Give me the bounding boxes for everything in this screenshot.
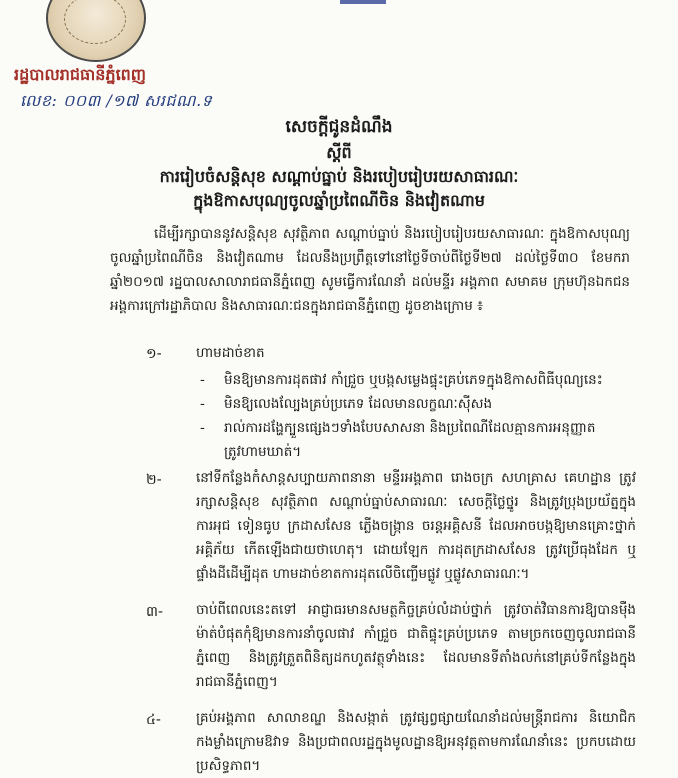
title-subject-label: ស្ដីពី [326, 143, 352, 162]
intro-paragraph: ដើម្បីរក្សាបាននូវសន្តិសុខ សុវត្ថិភាព សណ្ដាប់ធ្នាប់ និងរបៀបរៀបរយសាធារណៈ ក្នុងឱកាសបុណ្យចូលឆ្នាំប្រពៃណីចិន និងវៀតណាម ដែលនឹងប្រព្រឹត្តទៅនៅថ្ងៃទីចាប់ពីថ្ងៃទី២៧ ដល់ថ្ងៃទី៣០ ខែមករា ឆ្នាំ២០១៧ រដ្ឋបាលសាលារាជធានីភ្នំពេញ សូមធ្វើការណែនាំ ដល់មន្ទីរ អង្គភាព សមាគម ក្រុមហ៊ុនឯកជន អង្គការក្រៅរដ្ឋាភិបាល និងសាធារណៈជនក្នុងរាជធានីភ្នំពេញ ដូចខាងក្រោម ៖ [110, 226, 630, 314]
document-title: សេចក្ដីជូនដំណឹង [285, 117, 393, 137]
reference-number: លេខ: ០០៣ /១៧ សរជណ.ទ [20, 91, 213, 110]
item-1-sub-3: - រាល់ការដង្ហែក្បួនផ្សេងៗទាំងបែបសាសនា និងប្រពៃណីដែលគ្មានការអនុញ្ញាត ត្រូវហាមឃាត់។ [200, 416, 636, 464]
item-1-heading: ហាមដាច់ខាត [196, 345, 265, 361]
issuing-authority: រដ្ឋបាលរាជធានីភ្នំពេញ [14, 65, 147, 84]
bullet-dash: - [200, 420, 205, 436]
item-2-number: ២- [146, 472, 162, 488]
item-4-text: គ្រប់អង្គភាព សាលាខណ្ឌ និងសង្កាត់ ត្រូវផ្សព្វផ្សាយណែនាំដល់មន្ត្រីរាជការ និយោជិក កងម្លាំងក្រោមឱវាទ និងប្រជាពលរដ្ឋក្នុងមូលដ្ឋានឱ្យអនុវត្តតាមការណែនាំនេះ ប្រកបដោយប្រសិទ្ធភាព។ [196, 710, 636, 774]
bullet-dash: - [200, 372, 205, 388]
municipal-seal-logo [46, 0, 146, 62]
title-subject-line2: ក្នុងឱកាសបុណ្យចូលឆ្នាំប្រពៃណីចិន និងវៀតណាម [193, 191, 485, 210]
item-3-text: ចាប់ពីពេលនេះតទៅ អាជ្ញាធរមានសមត្ថកិច្ចគ្រប់លំដាប់ថ្នាក់ ត្រូវចាត់វិធានការឱ្យបានម៉ឺងម៉ាត់បំផុតកុំឱ្យមានការនាំចូលផាវ កាំជ្រួច ជាតិផ្ទុះគ្រប់ប្រភេទ តាមច្រកចេញចូលរាជធានីភ្នំពេញ និងត្រូវត្រួតពិនិត្យដកហូតវត្ថុទាំងនេះ ដែលមានទីតាំងលក់នៅគ្រប់ទីកន្លែងក្នុងរាជធានីភ្នំពេញ។ [196, 602, 636, 690]
seal-inner-ring [64, 0, 126, 44]
top-edge-mark [340, 0, 386, 4]
item-2-text: នៅទីកន្លែងកំសាន្តសប្បាយភាពនានា មន្ទីរអង្គភាព រោងចក្រ សហគ្រាស គេហដ្ឋាន ត្រូវរក្សាសន្តិសុខ សុវត្ថិភាព សណ្ដាប់ធ្នាប់សាធារណៈ សេចក្ដីថ្លៃថ្នូរ និងត្រូវប្រុងប្រយ័ត្នក្នុងការអុជ ទៀនធូប ក្រដាសសែន ភ្លើងចង្ក្រាន ចរន្តអគ្គិសនី ដែលអាចបង្កឱ្យមានគ្រោះថ្នាក់អគ្គិភ័យ កើតឡើងជាយថាហេតុ។ ដោយឡែក ការដុតក្រដាសសែន ត្រូវប្រើធុងដែក ឬផ្ទាំងដីដើម្បីដុត ហាមដាច់ខាតការដុតលើចិញ្ចើមផ្លូវ ឬផ្លូវសាធារណៈ។ [196, 470, 636, 582]
bullet-dash: - [200, 396, 205, 412]
item-1-sub-1: - មិនឱ្យមានការដុតផាវ កាំជ្រួច ឬបង្កសម្លេងផ្ទុះគ្រប់ភេទក្នុងឱកាសពិធីបុណ្យនេះ [200, 368, 636, 392]
item-1-number: ១- [146, 346, 162, 362]
title-subject-line1: ការរៀបចំសន្តិសុខ សណ្ដាប់ធ្នាប់ និងរបៀបរៀបរយសាធារណៈ [159, 167, 519, 186]
item-3-number: ៣- [146, 604, 164, 620]
item-4-number: ៤- [146, 712, 161, 728]
item-1-sub-2: - មិនឱ្យលេងល្បែងគ្រប់ប្រភេទ ដែលមានលក្ខណៈស៊ីសង [200, 392, 636, 416]
